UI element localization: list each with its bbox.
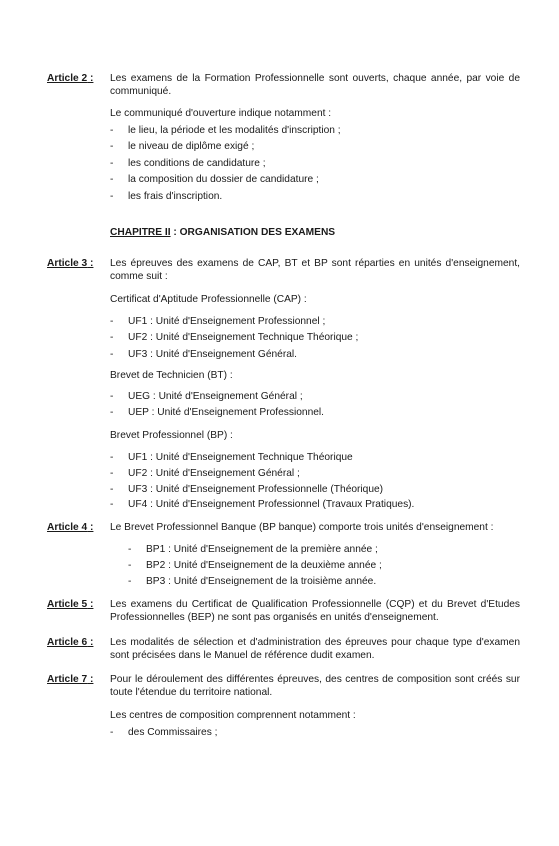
cap-heading: Certificat d'Aptitude Professionnelle (CAP) : bbox=[110, 294, 307, 305]
article-2-intro bbox=[110, 72, 520, 98]
article-7-label: Article 7 : bbox=[47, 674, 94, 685]
article-5-label: Article 5 : bbox=[47, 599, 94, 610]
article-3-paragraph: Les épreuves des examens de CAP, BT et BP sont réparties en unités d'enseignement, comme suit : bbox=[110, 258, 520, 282]
article-2-announcement-text: Le communiqué d'ouverture indique notamment : bbox=[110, 108, 332, 119]
article-5-body bbox=[110, 598, 520, 624]
chapter-heading: CHAPITRE II : ORGANISATION DES EXAMENS bbox=[110, 227, 336, 238]
document-page: Article 2 : Les examens de la Formation Professionnelle sont ouverts, chaque année, par voie de communiqué. Le communiqué d'ouverture indique notamment : - le lieu, la période et les modalités d'inscription ; - le niveau de diplôme exigé ; - les conditions de candidature ; - la composition du dossier de candidature ; - les frais d'inscription. CHAPITRE II : ORGANISATION DES EXAMENS Article 3 : Les épreuves des examens de CAP, BT et BP sont réparties en unités d'enseignement, comme suit : Certificat d'Aptitude Professionnelle (CAP) : - UF1 : Unité d'Enseignement Professionnel ; - UF2 : Unité d'Enseignement Technique Théorique ; - UF3 : Unité d'Enseignement Général. Brevet de Technicien (BT) : - UEG : Unité d'Enseignement Général ; - UEP : Unité d'Enseignement Professionnel. Brevet Professionnel (BP) : - UF1 : Unité d'Enseignement Technique Théorique - UF2 : Unité d'Enseignement Général ; - UF3 : Unité d'Enseignement Professionnelle (Théorique) - UF4 : Unité d'Enseignement Professionnel (Travaux Pratiques). Article 4 : Le Brevet Professionnel Banque (BP banque) comporte trois unités d'enseignement : - BP1 : Unité d'Enseignement de la première année ; - BP2 : Unité d'Enseignement de la deuxième année ; - BP3 : Unité d'Enseignement de la troisième année. Article 5 : Les examens du Certificat de Qualification Professionnelle (CQP) et du Brevet d'Etudes Professionnelles (BEP) ne sont pas organisés en unités d'enseignement. Article 6 : Les modalités de sélection et d'administration des épreuves pour chaque type d'examen sont précisées dans le Manuel de référence dudit examen. Article 7 : Pour le déroulement des différentes épreuves, des centres de composition sont créés sur toute l'étendue du territoire national. Les centres de composition comprennent notamment : - des Commissaires ; bbox=[47, 73, 520, 738]
article-2-paragraph: Les examens de la Formation Professionnelle sont ouverts, chaque année, par voie de communiqué. bbox=[110, 73, 520, 97]
article-7-paragraph: Pour le déroulement des différentes épreuves, des centres de composition sont créés sur toute l'étendue du territoire national. bbox=[110, 674, 520, 698]
article-6-body bbox=[110, 636, 520, 662]
article-4-paragraph: Le Brevet Professionnel Banque (BP banque) comporte trois unités d'enseignement : bbox=[110, 522, 494, 533]
article-3-intro bbox=[110, 257, 520, 283]
article-7-body bbox=[110, 673, 520, 699]
article-5-paragraph: Les examens du Certificat de Qualification Professionnelle (CQP) et du Brevet d'Etudes Professionnelles (BEP) ne sont pas organisés en unités d'enseignement. bbox=[110, 599, 520, 623]
article-4-label: Article 4 : bbox=[47, 522, 94, 533]
bp-heading: Brevet Professionnel (BP) : bbox=[110, 430, 233, 441]
article-2-label: Article 2 : bbox=[47, 73, 94, 84]
article-3-label: Article 3 : bbox=[47, 258, 94, 269]
article-6-label: Article 6 : bbox=[47, 637, 94, 648]
bt-heading: Brevet de Technicien (BT) : bbox=[110, 370, 233, 381]
article-7-centres-text: Les centres de composition comprennent notamment : bbox=[110, 710, 356, 721]
article-6-paragraph: Les modalités de sélection et d'administration des épreuves pour chaque type d'examen sont précisées dans le Manuel de référence dudit examen. bbox=[110, 637, 520, 661]
